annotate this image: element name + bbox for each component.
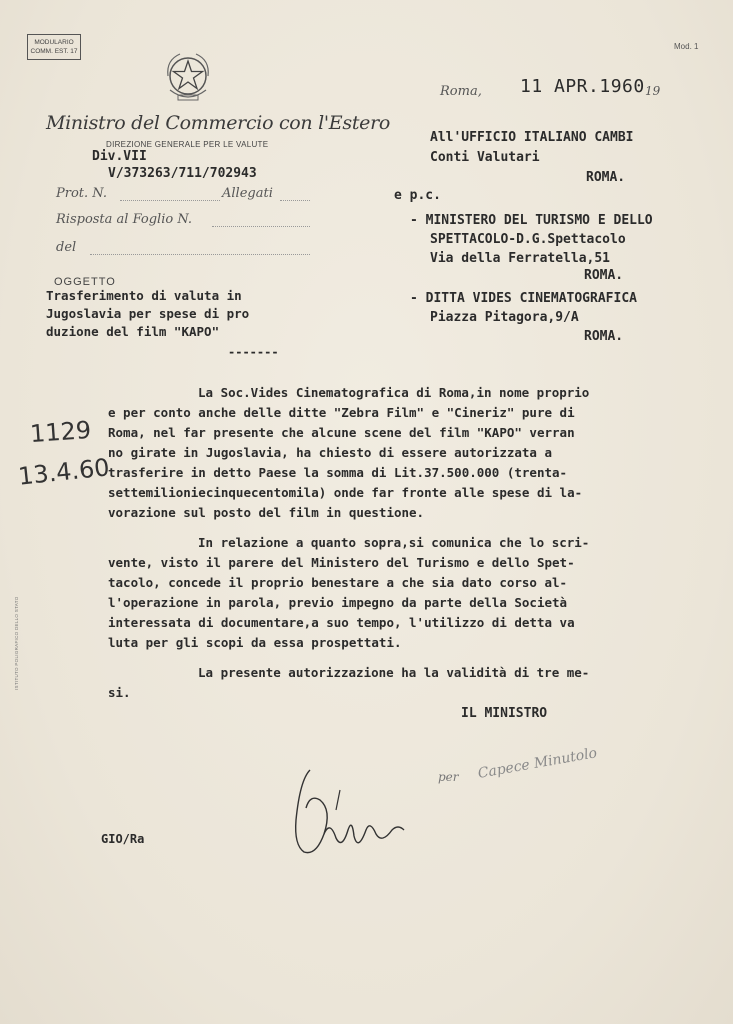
handwritten-number: 1129	[29, 415, 92, 449]
subject-underline: -------	[228, 345, 279, 359]
risposta-rule	[212, 226, 310, 227]
cc-label: e p.c.	[394, 188, 441, 203]
prot-label: Prot. N.	[56, 186, 107, 201]
oggetto-label: OGGETTO	[54, 276, 116, 288]
p2-line2: vente, visto il parere del Ministero del Turismo e dello Spet-	[108, 555, 575, 570]
cc2-line2: Piazza Pitagora,9/A	[430, 310, 579, 325]
printer-note: ISTITUTO POLIGRAFICO DELLO STATO	[14, 596, 19, 690]
recipient-line3: ROMA.	[586, 170, 626, 185]
prot-rule	[120, 200, 220, 201]
p2-line4: l'operazione in parola, previo impegno da parte della Società	[108, 595, 568, 610]
modulario-box	[27, 34, 81, 60]
allegati-rule	[280, 200, 310, 201]
cc2-line3: ROMA.	[584, 329, 624, 344]
handwritten-date: 13.4.60	[16, 453, 111, 491]
p2-line1: In relazione a quanto sopra,si comunica che lo scri-	[198, 535, 590, 550]
p2-line6: luta per gli scopi da essa prospettati.	[108, 635, 402, 650]
allegati-label: Allegati	[222, 186, 273, 201]
p1-line4: no girate in Jugoslavia, ha chiesto di essere autorizzata a	[108, 445, 553, 460]
place-label: Roma,	[440, 84, 482, 99]
risposta-label: Risposta al Foglio N.	[56, 212, 192, 227]
signer-name: Capece Minutolo	[476, 745, 599, 782]
typist-initials: GIO/Ra	[101, 832, 145, 846]
year-suffix: 19	[645, 84, 661, 98]
subject-line1: Trasferimento di valuta in	[46, 288, 242, 303]
p3-line2: si.	[108, 685, 131, 700]
direzione-label: DIREZIONE GENERALE PER LE VALUTE	[106, 140, 269, 149]
recipient-line2: Conti Valutari	[430, 150, 540, 165]
subject-text	[46, 287, 249, 341]
p1-line3: Roma, nel far presente che alcune scene del film "KAPO" verran	[108, 425, 575, 440]
p1-line5: trasferire in detto Paese la somma di Lit.37.500.000 (trenta-	[108, 465, 568, 480]
signature-icon	[280, 760, 420, 860]
p3-line1: La presente autorizzazione ha la validità di tre me-	[198, 665, 590, 680]
date-stamp: 11 APR.1960	[520, 76, 645, 97]
protocol-number: V/373263/711/702943	[108, 166, 257, 181]
p2-line5: interessata di documentare,a suo tempo, l'utilizzo di detta va	[108, 615, 575, 630]
del-label: del	[56, 240, 77, 255]
mod-label: Mod. 1	[674, 42, 699, 51]
p1-line6: settemilioniecinquecentomila) onde far fronte alle spese di la-	[108, 485, 583, 500]
division-label: Div.VII	[92, 149, 147, 164]
p1-line1: La Soc.Vides Cinematografica di Roma,in nome proprio	[198, 385, 590, 400]
per-label: per	[438, 770, 459, 784]
cc1-line2: SPETTACOLO-D.G.Spettacolo	[430, 232, 626, 247]
cc2-line1: - DITTA VIDES CINEMATOGRAFICA	[410, 291, 637, 306]
republic-emblem-icon	[160, 46, 216, 106]
modulario-line2: COMM. EST. 17	[30, 48, 78, 55]
p1-line7: vorazione sul posto del film in questione.	[108, 505, 425, 520]
recipient-line1: All'UFFICIO ITALIANO CAMBI	[430, 130, 634, 145]
subject-line3: duzione del film "KAPO"	[46, 324, 220, 339]
p2-line3: tacolo, concede il proprio benestare a che sia dato corso al-	[108, 575, 568, 590]
ministry-name: Ministro del Commercio con l'Estero	[46, 112, 391, 134]
modulario-line1: MODULARIO	[34, 39, 74, 46]
subject-line2: Jugoslavia per spese di pro	[46, 306, 250, 321]
cc1-line1: - MINISTERO DEL TURISMO E DELLO	[410, 213, 653, 228]
cc1-line3: Via della Ferratella,51	[430, 251, 611, 266]
del-rule	[90, 254, 310, 255]
p1-line2: e per conto anche delle ditte "Zebra Film" e "Cineriz" pure di	[108, 405, 575, 420]
cc1-line4: ROMA.	[584, 268, 624, 283]
signer-title: IL MINISTRO	[461, 706, 548, 721]
